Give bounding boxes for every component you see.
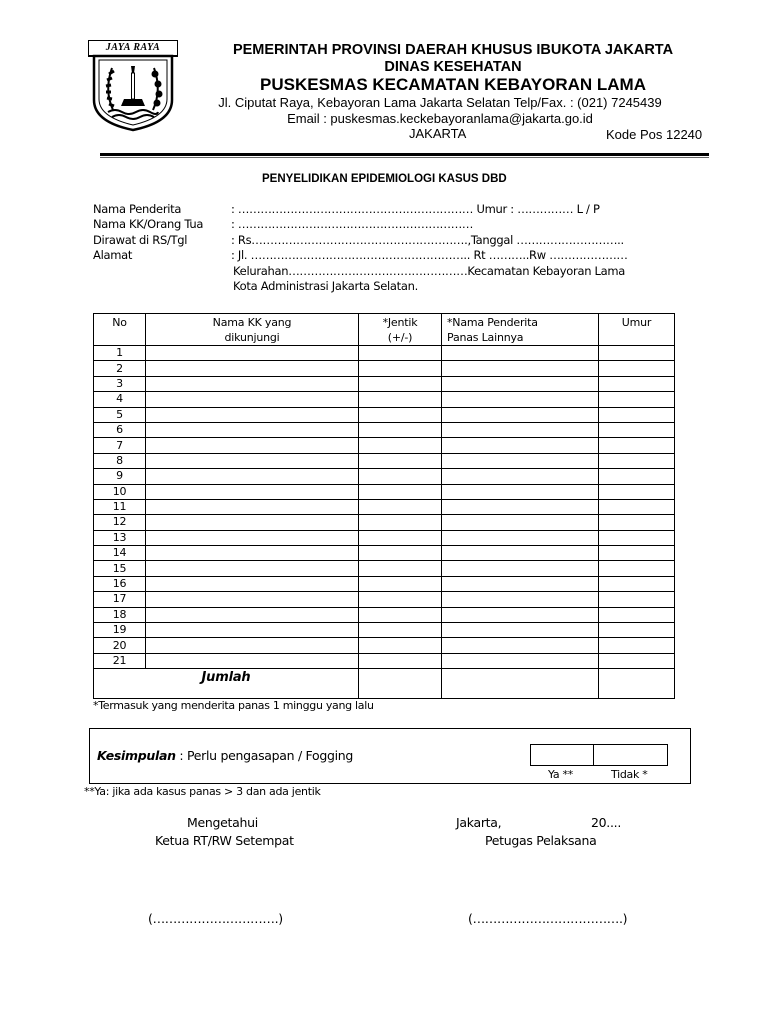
table-total-cell (442, 669, 599, 699)
table-total-label: Jumlah (94, 669, 359, 699)
sign-place: Jakarta, (456, 815, 502, 830)
table-cell[interactable] (359, 653, 442, 668)
table-cell[interactable] (146, 607, 359, 622)
table-row (94, 607, 675, 622)
table-cell[interactable] (442, 592, 599, 607)
row-number: 6 (94, 422, 146, 437)
table-cell[interactable] (146, 546, 359, 561)
table-cell[interactable] (442, 438, 599, 453)
table-cell[interactable] (359, 592, 442, 607)
table-cell[interactable] (359, 576, 442, 591)
checkbox-ya[interactable] (530, 744, 594, 766)
table-row (94, 422, 675, 437)
field-value-hospital: : Rs………………………………………………….,Tanggal ……………………….. (231, 233, 624, 247)
conclusion-value: : Perlu pengasapan / Fogging (175, 748, 354, 763)
table-cell[interactable] (146, 453, 359, 468)
table-cell[interactable] (599, 438, 675, 453)
field-value-city: Kota Administrasi Jakarta Selatan. (233, 279, 418, 293)
table-row (94, 592, 675, 607)
table-header-jentik-line1: *Jentik (382, 316, 418, 329)
row-number: 5 (94, 407, 146, 422)
row-number: 13 (94, 530, 146, 545)
table-cell[interactable] (146, 576, 359, 591)
table-row (94, 515, 675, 530)
table-cell[interactable] (146, 530, 359, 545)
table-cell[interactable] (359, 422, 442, 437)
table-cell[interactable] (599, 623, 675, 638)
sign-line-left: (………………………….) (148, 911, 283, 926)
table-cell[interactable] (359, 438, 442, 453)
table-header-age: Umur (599, 314, 675, 346)
header-department: DINAS KESEHATAN (384, 59, 522, 75)
sign-year: 20.... (591, 815, 621, 830)
table-row (94, 469, 675, 484)
table-row (94, 376, 675, 391)
label-tidak: Tidak * (611, 768, 648, 781)
row-number: 17 (94, 592, 146, 607)
table-cell[interactable] (442, 392, 599, 407)
table-row (94, 546, 675, 561)
sign-officer-title: Petugas Pelaksana (485, 833, 597, 848)
row-number: 8 (94, 453, 146, 468)
table-header-row (94, 314, 675, 346)
table-cell[interactable] (599, 376, 675, 391)
field-label-patient-name: Nama Penderita (93, 202, 182, 216)
table-cell[interactable] (359, 561, 442, 576)
table-header-kk-line2: dikunjungi (224, 331, 280, 344)
table-cell[interactable] (359, 607, 442, 622)
table-row (94, 530, 675, 545)
field-label-family-head: Nama KK/Orang Tua (93, 217, 204, 231)
table-row (94, 576, 675, 591)
table-row (94, 484, 675, 499)
table-header-kk-line1: Nama KK yang (212, 316, 292, 329)
table-cell[interactable] (442, 346, 599, 361)
row-number: 14 (94, 546, 146, 561)
table-cell[interactable] (442, 484, 599, 499)
table-total-cell (599, 669, 675, 699)
table-total-cell (359, 669, 442, 699)
table-cell[interactable] (442, 407, 599, 422)
table-cell[interactable] (442, 515, 599, 530)
table-cell[interactable] (146, 346, 359, 361)
table-cell[interactable] (599, 607, 675, 622)
table-cell[interactable] (442, 653, 599, 668)
table-cell[interactable] (599, 592, 675, 607)
visit-table (93, 313, 675, 699)
header-puskesmas: PUSKESMAS KECAMATAN KEBAYORAN LAMA (260, 75, 646, 94)
table-cell[interactable] (599, 530, 675, 545)
table-cell[interactable] (442, 530, 599, 545)
table-row (94, 638, 675, 653)
table-cell[interactable] (146, 469, 359, 484)
row-number: 10 (94, 484, 146, 499)
table-row (94, 361, 675, 376)
header-address: Jl. Ciputat Raya, Kebayoran Lama Jakarta Selatan Telp/Fax. : (021) 7245439 (218, 95, 662, 110)
field-value-patient-name: : ……………………………………………………… Umur : …………… L / P (231, 202, 600, 216)
table-cell[interactable] (359, 638, 442, 653)
field-label-address: Alamat (93, 248, 133, 262)
logo-banner-text: JAYA RAYA (105, 42, 161, 53)
table-cell[interactable] (359, 546, 442, 561)
row-number: 1 (94, 346, 146, 361)
table-cell[interactable] (442, 561, 599, 576)
table-cell[interactable] (599, 515, 675, 530)
table-row (94, 653, 675, 668)
table-row (94, 438, 675, 453)
field-value-family-head: : ……………………………………………………… (231, 217, 474, 231)
row-number: 19 (94, 623, 146, 638)
row-number: 2 (94, 361, 146, 376)
table-cell[interactable] (599, 346, 675, 361)
row-number: 12 (94, 515, 146, 530)
table-cell[interactable] (146, 361, 359, 376)
row-number: 3 (94, 376, 146, 391)
conclusion-label: Kesimpulan (97, 748, 176, 763)
table-header-no: No (94, 314, 146, 346)
table-cell[interactable] (146, 407, 359, 422)
table-cell[interactable] (442, 499, 599, 514)
table-cell[interactable] (359, 392, 442, 407)
table-cell[interactable] (599, 546, 675, 561)
table-cell[interactable] (442, 453, 599, 468)
header-postal-code: Kode Pos 12240 (606, 127, 703, 142)
table-cell[interactable] (359, 499, 442, 514)
table-row (94, 561, 675, 576)
table-cell[interactable] (146, 376, 359, 391)
table-cell[interactable] (599, 561, 675, 576)
table-cell[interactable] (146, 592, 359, 607)
table-cell[interactable] (359, 376, 442, 391)
footnote-ya: **Ya: jika ada kasus panas > 3 dan ada jentik (84, 785, 321, 798)
table-cell[interactable] (599, 638, 675, 653)
table-cell[interactable] (146, 638, 359, 653)
table-cell[interactable] (442, 469, 599, 484)
sign-rt-rw-title: Ketua RT/RW Setempat (155, 833, 294, 848)
jakarta-crest-logo (88, 40, 178, 132)
table-cell[interactable] (146, 438, 359, 453)
header-government: PEMERINTAH PROVINSI DAERAH KHUSUS IBUKOTA JAKARTA (232, 42, 674, 58)
row-number: 11 (94, 499, 146, 514)
table-header-other-patient-line2: Panas Lainnya (447, 331, 524, 344)
table-cell[interactable] (599, 392, 675, 407)
table-cell[interactable] (359, 530, 442, 545)
sign-acknowledged: Mengetahui (187, 815, 258, 830)
table-cell[interactable] (442, 607, 599, 622)
table-cell[interactable] (146, 653, 359, 668)
table-cell[interactable] (359, 623, 442, 638)
conclusion-text (97, 748, 353, 763)
table-cell[interactable] (146, 392, 359, 407)
table-row (94, 623, 675, 638)
table-cell[interactable] (442, 638, 599, 653)
header-email: Email : puskesmas.keckebayoranlama@jakarta.go.id (287, 111, 593, 126)
checkbox-tidak[interactable] (593, 744, 668, 766)
table-row (94, 453, 675, 468)
table-row (94, 346, 675, 361)
field-value-kelurahan: Kelurahan…………………………………………Kecamatan Kebayoran Lama (233, 264, 626, 278)
row-number: 16 (94, 576, 146, 591)
table-cell[interactable] (146, 484, 359, 499)
header-rule-thin (100, 157, 709, 158)
table-cell[interactable] (599, 653, 675, 668)
label-ya: Ya ** (548, 768, 573, 781)
row-number: 15 (94, 561, 146, 576)
footnote-fever: *Termasuk yang menderita panas 1 minggu yang lalu (93, 699, 374, 712)
table-cell[interactable] (599, 453, 675, 468)
table-header-kk (146, 314, 359, 346)
table-cell[interactable] (359, 453, 442, 468)
table-cell[interactable] (359, 469, 442, 484)
row-number: 21 (94, 653, 146, 668)
table-row (94, 407, 675, 422)
table-cell[interactable] (359, 346, 442, 361)
table-cell[interactable] (146, 422, 359, 437)
table-cell[interactable] (359, 515, 442, 530)
table-cell[interactable] (359, 407, 442, 422)
table-header-jentik (359, 314, 442, 346)
table-cell[interactable] (442, 576, 599, 591)
row-number: 20 (94, 638, 146, 653)
table-total-row (94, 669, 675, 699)
table-cell[interactable] (599, 361, 675, 376)
table-cell[interactable] (599, 407, 675, 422)
header-city: JAKARTA (409, 126, 467, 141)
table-cell[interactable] (599, 499, 675, 514)
row-number: 4 (94, 392, 146, 407)
table-cell[interactable] (442, 623, 599, 638)
table-cell[interactable] (599, 484, 675, 499)
row-number: 7 (94, 438, 146, 453)
table-cell[interactable] (442, 422, 599, 437)
table-cell[interactable] (146, 499, 359, 514)
table-cell[interactable] (442, 361, 599, 376)
table-row (94, 392, 675, 407)
table-cell[interactable] (442, 376, 599, 391)
table-cell[interactable] (146, 561, 359, 576)
table-cell[interactable] (442, 546, 599, 561)
table-header-other-patient (442, 314, 599, 346)
field-label-hospital: Dirawat di RS/Tgl (93, 233, 188, 247)
table-cell[interactable] (599, 576, 675, 591)
table-row (94, 499, 675, 514)
table-cell[interactable] (599, 469, 675, 484)
sign-line-right: (……………………………….) (468, 911, 628, 926)
table-cell[interactable] (599, 422, 675, 437)
table-header-other-patient-line1: *Nama Penderita (447, 316, 538, 329)
table-cell[interactable] (146, 515, 359, 530)
table-cell[interactable] (146, 623, 359, 638)
table-header-jentik-line2: (+/-) (387, 331, 413, 344)
row-number: 9 (94, 469, 146, 484)
header-rule-thick (100, 153, 709, 156)
field-value-address: : Jl. ………………………………………………….. Rt ………..Rw ………………… (231, 248, 628, 262)
form-title: PENYELIDIKAN EPIDEMIOLOGI KASUS DBD (262, 173, 507, 185)
table-cell[interactable] (359, 484, 442, 499)
row-number: 18 (94, 607, 146, 622)
table-cell[interactable] (359, 361, 442, 376)
